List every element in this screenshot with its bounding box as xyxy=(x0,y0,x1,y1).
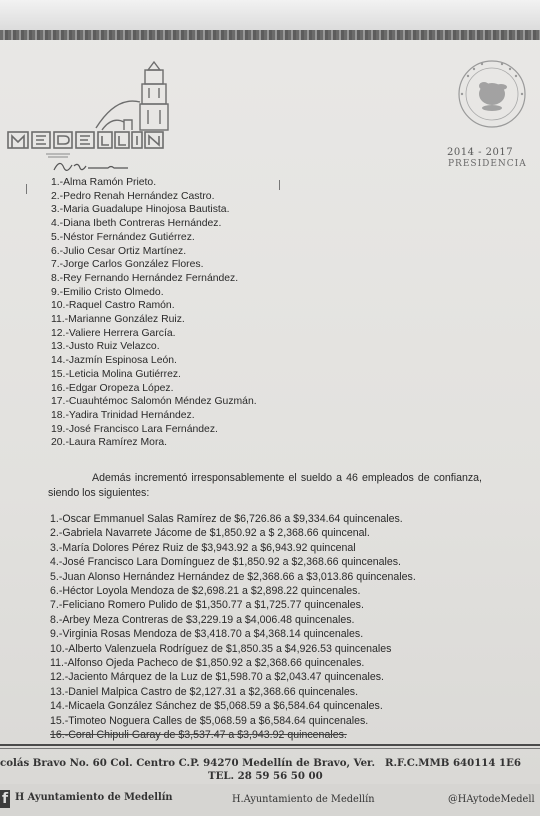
list-item: 2.-Pedro Renah Hernández Castro. xyxy=(51,190,215,202)
website-label: H.Ayuntamiento de Medellín xyxy=(232,794,375,805)
list-item: 14.-Jazmín Espinosa León. xyxy=(51,355,177,367)
list-item: 3.-Maria Guadalupe Hinojosa Bautista. xyxy=(51,204,230,216)
salary-increase-list xyxy=(50,512,490,743)
official-seal-icon xyxy=(448,56,540,136)
list-item: 5.-Juan Alonso Hernández Hernández de $2,368.66 a $3,013.86 quincenales. xyxy=(50,570,416,583)
list-item: 16.-Coral Chipuli Garay de $3,537.47 a $3,943.92 quincenales. xyxy=(50,729,347,742)
list-item: 3.-María Dolores Pérez Ruiz de $3,943.92 a $6,943.92 quincenal xyxy=(50,541,356,554)
facebook-icon: f xyxy=(1,791,9,807)
footer-rfc: R.F.C.MMB 640114 1E6 xyxy=(385,757,521,769)
list-item: 11.-Alfonso Ojeda Pacheco de $1,850.92 a $2,368.66 quincenales. xyxy=(50,657,365,670)
list-item: 18.-Yadira Trinidad Hernández. xyxy=(51,409,195,421)
list-item: 8.-Arbey Meza Contreras de $3,229.19 a $4,006.48 quincenales. xyxy=(50,613,355,626)
list-item: 5.-Néstor Fernández Gutiérrez. xyxy=(51,231,195,243)
municipal-logo-icon xyxy=(6,58,184,176)
list-item: 17.-Cuauhtémoc Salomón Méndez Guzmán. xyxy=(51,396,257,408)
list-item: 13.-Justo Ruiz Velazco. xyxy=(51,341,160,353)
list-item: 10.-Raquel Castro Ramón. xyxy=(51,300,175,312)
list-item: 12.-Jaciento Márquez de la Luz de $1,598.70 a $2,043.47 quincenales. xyxy=(50,671,384,684)
list-item: 2.-Gabriela Navarrete Jácome de $1,850.92 a $ 2,368.66 quincenal. xyxy=(50,527,370,540)
footer-address: colás Bravo No. 60 Col. Centro C.P. 94270 Medellín de Bravo, Ver. xyxy=(0,757,376,769)
list-item: 13.-Daniel Malpica Castro de $2,127.31 a $2,368.66 quincenales. xyxy=(50,685,359,698)
top-scanner-band xyxy=(0,30,540,40)
margin-mark xyxy=(26,184,27,194)
footer-divider xyxy=(0,744,540,746)
list-item: 16.-Edgar Oropeza López. xyxy=(51,382,174,394)
list-item: 19.-José Francisco Lara Fernández. xyxy=(51,423,218,435)
list-item: 15.-Leticia Molina Gutiérrez. xyxy=(51,368,181,380)
facebook-label: H Ayuntamiento de Medellín xyxy=(15,792,173,803)
twitter-handle: @HAytodeMedell xyxy=(448,794,535,805)
list-item: 6.-Julio Cesar Ortiz Martínez. xyxy=(51,245,187,257)
list-item: 9.-Emilio Cristo Olmedo. xyxy=(51,286,164,298)
list-item: 1.-Alma Ramón Prieto. xyxy=(51,177,157,188)
footer-divider xyxy=(0,748,540,749)
seal-department: PRESIDENCIA xyxy=(448,159,527,169)
list-item: 7.-Jorge Carlos González Flores. xyxy=(51,259,204,271)
footer-phone: TEL. 28 59 56 50 00 xyxy=(208,770,323,782)
employee-list xyxy=(51,176,371,450)
intro-paragraph: Además incrementó irresponsablemente el sueldo a 46 empleados de confianza, siendo los siguientes: xyxy=(48,472,482,500)
list-item: 15.-Timoteo Noguera Calles de $5,068.59 a $6,584.64 quincenales. xyxy=(50,714,369,727)
list-item: 8.-Rey Fernando Hernández Fernández. xyxy=(51,272,239,284)
list-item: 10.-Alberto Valenzuela Rodríguez de $1,850.35 a $4,926.53 quincenales xyxy=(50,642,392,655)
list-item: 6.-Héctor Loyola Mendoza de $2,698.21 a $2,898.22 quincenales. xyxy=(50,585,361,598)
list-item: 4.-Diana Ibeth Contreras Hernández. xyxy=(51,218,222,230)
list-item: 1.-Oscar Emmanuel Salas Ramírez de $6,726.86 a $9,334.64 quincenales. xyxy=(50,513,403,525)
list-item: 14.-Micaela González Sánchez de $5,068.59 a $6,584.64 quincenales. xyxy=(50,700,383,713)
list-item: 11.-Marianne González Ruiz. xyxy=(51,314,185,326)
seal-year: 2014 - 2017 xyxy=(447,147,514,158)
list-item: 4.-José Francisco Lara Domínguez de $1,850.92 a $2,368.66 quincenales. xyxy=(50,556,402,569)
list-item: 20.-Laura Ramírez Mora. xyxy=(51,437,168,449)
list-item: 12.-Valiere Herrera García. xyxy=(51,327,176,339)
list-item: 9.-Virginia Rosas Mendoza de $3,418.70 a $4,368.14 quincenales. xyxy=(50,628,364,641)
list-item: 7.-Feliciano Romero Pulido de $1,350.77 a $1,725.77 quincenales. xyxy=(50,599,364,612)
top-paper-strip xyxy=(0,0,540,30)
